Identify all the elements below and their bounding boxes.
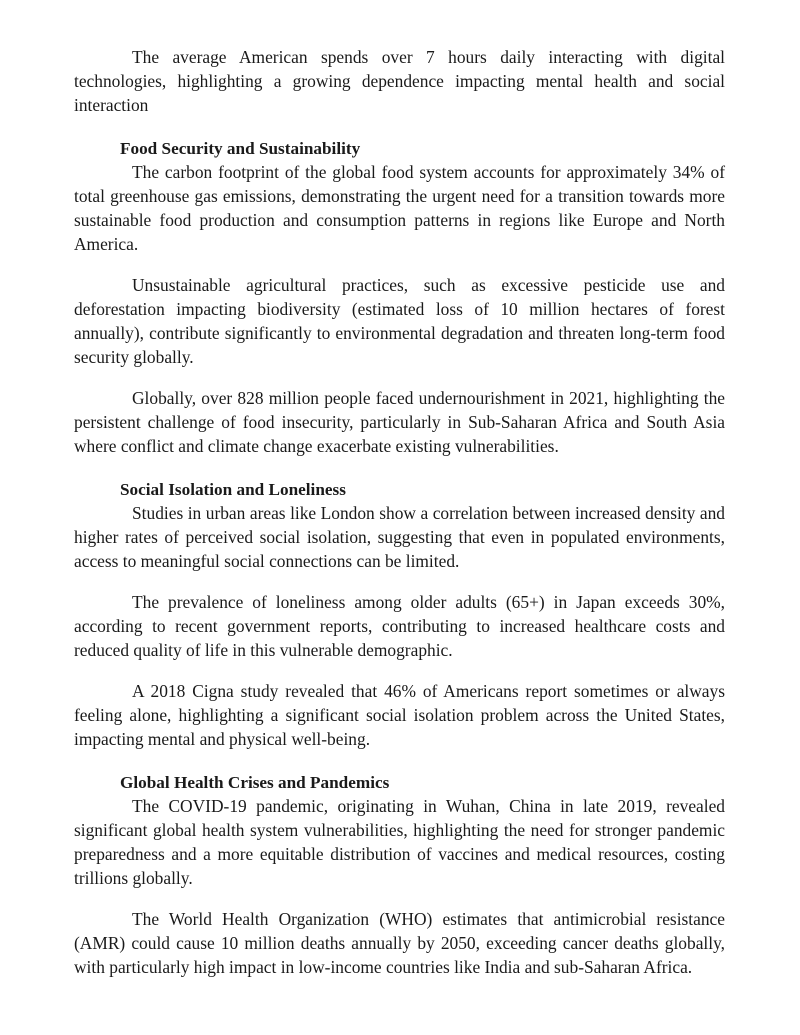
section-heading: Food Security and Sustainability xyxy=(120,139,361,158)
section-global-health xyxy=(74,772,725,979)
body-paragraph: A 2018 Cigna study revealed that 46% of Americans report sometimes or always feeling alone, highlighting a significant social isolation problem across the United States, impacting mental and physical well-being. xyxy=(74,681,725,749)
body-paragraph: Unsustainable agricultural practices, such as excessive pesticide use and deforestation impacting biodiversity (estimated loss of 10 million hectares of forest annually), contribute significantly to environmental degradation and threaten long-term food security globally. xyxy=(74,275,725,367)
section-heading: Global Health Crises and Pandemics xyxy=(120,773,390,792)
body-paragraph: The prevalence of loneliness among older adults (65+) in Japan exceeds 30%, according to recent government reports, contributing to increased healthcare costs and reduced quality of life in this vulnerable demographic. xyxy=(74,592,725,660)
body-paragraph: The carbon footprint of the global food system accounts for approximately 34% of total greenhouse gas emissions, demonstrating the urgent need for a transition towards more sustainable food production and consumption patterns in regions like Europe and North America. xyxy=(74,162,725,254)
intro-paragraph: The average American spends over 7 hours daily interacting with digital technologies, highlighting a growing dependence impacting mental health and social interaction xyxy=(74,47,725,115)
section-social-isolation xyxy=(74,479,725,751)
body-paragraph: The COVID-19 pandemic, originating in Wuhan, China in late 2019, revealed significant global health system vulnerabilities, highlighting the need for stronger pandemic preparedness and a more equitable distribution of vaccines and medical resources, costing trillions globally. xyxy=(74,796,725,888)
body-paragraph: Globally, over 828 million people faced undernourishment in 2021, highlighting the persistent challenge of food insecurity, particularly in Sub-Saharan Africa and South Asia where conflict and climate change exacerbate existing vulnerabilities. xyxy=(74,388,725,456)
body-paragraph: The World Health Organization (WHO) estimates that antimicrobial resistance (AMR) could cause 10 million deaths annually by 2050, exceeding cancer deaths globally, with particularly high impact in low-income countries like India and sub-Saharan Africa. xyxy=(74,909,725,977)
body-paragraph: Studies in urban areas like London show a correlation between increased density and higher rates of perceived social isolation, suggesting that even in populated environments, access to meaningful social connections can be limited. xyxy=(74,503,725,571)
section-heading: Social Isolation and Loneliness xyxy=(120,480,346,499)
document-page xyxy=(74,45,725,979)
section-food-security xyxy=(74,138,725,458)
